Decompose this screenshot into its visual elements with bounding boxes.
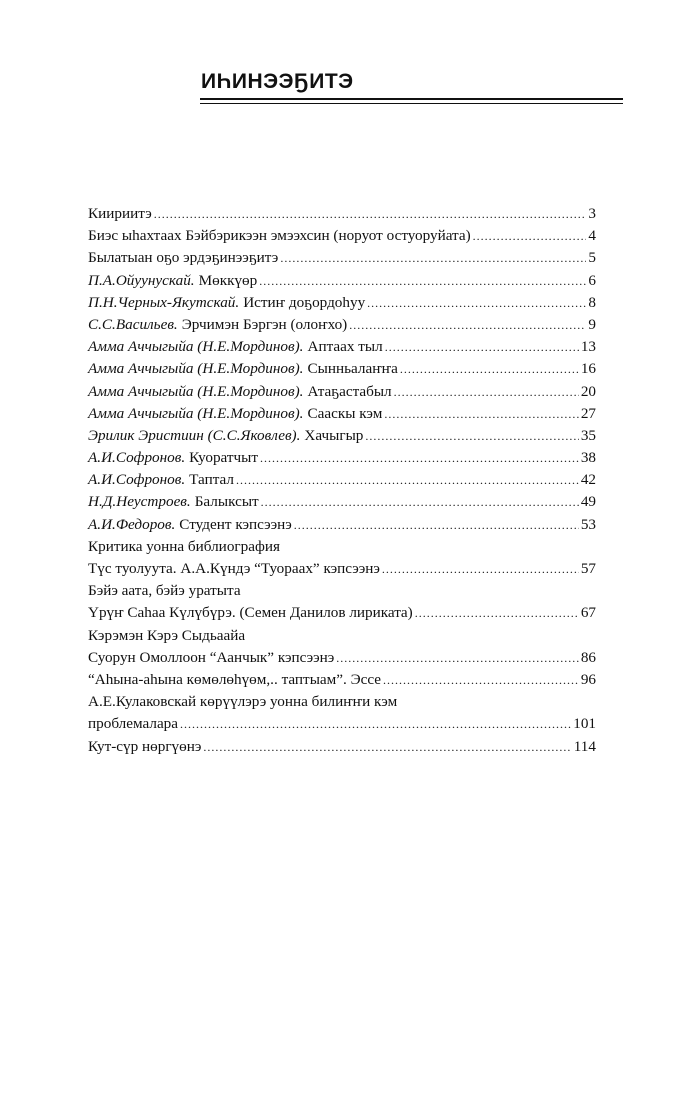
toc-entry <box>88 381 596 403</box>
toc-entry <box>88 469 596 491</box>
toc-entry-page-number: 114 <box>573 737 596 755</box>
toc-entry-title: Аптаах тыл <box>307 338 383 356</box>
toc-entry <box>88 514 596 536</box>
toc-entry-page-number: 101 <box>573 715 596 733</box>
dot-leader <box>260 447 579 469</box>
toc-entry-author: С.С.Васильев. <box>88 315 178 333</box>
toc-entry-page-number: 20 <box>580 382 596 400</box>
toc-entry-title: Сынньалаҥҥа <box>307 360 398 378</box>
toc-entry-title: А.Е.Кулаковскай көрүүлэрэ уонна билиҥҥи кэм <box>88 693 398 711</box>
dot-leader <box>154 203 587 225</box>
toc-entry <box>88 625 596 647</box>
toc-entry-page-number: 35 <box>580 426 596 444</box>
toc-entry-title: Бэйэ аата, бэйэ уратыта <box>88 582 241 600</box>
page-title: ИҺИНЭЭҔИТЭ <box>201 70 354 93</box>
dot-leader <box>384 403 578 425</box>
toc-entry <box>88 292 596 314</box>
toc-entry-title: Түс туолуута. А.А.Күндэ “Туораах” кэпсээнэ <box>88 560 380 577</box>
toc-entry-page-number: 4 <box>588 227 596 245</box>
toc-entry <box>88 270 596 292</box>
toc-entry-author: Амма Аччыгыйа (Н.Е.Мординов). <box>88 404 304 422</box>
toc-entry <box>88 736 596 758</box>
toc-entry-author: А.И.Федоров. <box>88 515 176 533</box>
toc-entry <box>88 314 596 336</box>
toc-entry-author: Амма Аччыгыйа (Н.Е.Мординов). <box>88 360 304 378</box>
dot-leader <box>261 491 579 513</box>
toc-entry <box>88 669 596 691</box>
toc-entry-author: Амма Аччыгыйа (Н.Е.Мординов). <box>88 382 304 400</box>
toc-entry <box>88 247 596 269</box>
toc-entry-page-number: 9 <box>588 315 596 333</box>
toc-entry-title: Кут-сүр нөргүөнэ <box>88 737 202 755</box>
toc-entry-title: Балыксыт <box>194 493 259 511</box>
toc-entry-author: А.И.Софронов. <box>88 449 186 467</box>
toc-entry <box>88 713 596 735</box>
toc-entry <box>88 602 596 624</box>
dot-leader <box>394 381 579 403</box>
toc-entry-author: Эрилик Эристиин (С.С.Яковлев). <box>88 426 301 444</box>
toc-entry-title: проблемалара <box>88 715 179 733</box>
toc-entry <box>88 425 596 447</box>
toc-entry <box>88 336 596 358</box>
dot-leader <box>383 669 579 691</box>
toc-entry-title: Биэс ыhахтаах Бэйбэрикээн эмээхсин (норуот остуоруйата) <box>88 227 471 245</box>
toc-entry-title: Үрүҥ Саhаа Күлүбүрэ. (Семен Данилов лирикатa) <box>88 604 413 622</box>
dot-leader <box>236 469 579 491</box>
toc-entry <box>88 403 596 425</box>
toc-entry <box>88 203 596 225</box>
toc-entry <box>88 536 596 558</box>
dot-leader <box>415 602 579 624</box>
toc-entry-page-number: 6 <box>588 271 596 289</box>
toc-entry <box>88 358 596 380</box>
dot-leader <box>367 292 586 314</box>
toc-entry-page-number: 49 <box>580 493 596 511</box>
dot-leader <box>385 336 579 358</box>
toc-entry-author: Н.Д.Неустроев. <box>88 493 191 511</box>
toc-entry-page-number: 27 <box>580 404 596 422</box>
title-rule-top <box>200 98 623 100</box>
dot-leader <box>365 425 578 447</box>
dot-leader <box>400 358 579 380</box>
toc-entry-title: Киириитэ <box>88 205 152 222</box>
dot-leader <box>180 713 571 735</box>
toc-entry <box>88 558 596 580</box>
dot-leader <box>294 514 579 536</box>
toc-entry-title: Таптал <box>189 471 234 489</box>
toc-entry-title: Былатыан оҕо эрдэҕинээҕитэ <box>88 249 279 267</box>
toc-entry-page-number: 57 <box>580 560 596 577</box>
dot-leader <box>280 247 586 269</box>
toc-entry-title: Сааскы кэм <box>307 404 383 422</box>
toc-entry-title: Куоратчыт <box>189 449 259 467</box>
dot-leader <box>259 270 586 292</box>
toc-entry-title: Истиҥ доҕордоhуу <box>243 293 366 311</box>
toc-entry-author: А.И.Софронов. <box>88 471 186 489</box>
toc-entry-title: Студент кэпсээнэ <box>179 515 292 533</box>
dot-leader <box>473 225 587 247</box>
toc-entry-page-number: 13 <box>580 338 596 356</box>
toc-entry-title: Суорун Омоллоон “Аанчык” кэпсээнэ <box>88 648 335 666</box>
title-rule-bottom <box>200 103 623 104</box>
toc-entry-page-number: 42 <box>580 471 596 489</box>
dot-leader <box>382 558 579 580</box>
toc-entry-title: Мөккүөр <box>198 271 258 289</box>
toc-entry <box>88 225 596 247</box>
toc-entry-page-number: 16 <box>580 360 596 378</box>
toc-entry-page-number: 96 <box>580 670 596 688</box>
toc-entry-page-number: 86 <box>580 648 596 666</box>
dot-leader <box>203 736 571 758</box>
toc-entry-page-number: 53 <box>580 515 596 533</box>
toc-entry <box>88 491 596 513</box>
toc-entry-title: “Аhына-аhына көмөлөhүөм,.. таптыам”. Эссе <box>88 670 382 688</box>
toc-entry-title: Кэрэмэн Кэрэ Сыдьаайа <box>88 626 246 644</box>
toc-entry-title: Атаҕастабыл <box>307 382 392 400</box>
toc-entry <box>88 691 596 713</box>
toc-entry-page-number: 3 <box>588 205 596 222</box>
dot-leader <box>349 314 586 336</box>
toc-entry-title: Хачыгыр <box>304 426 364 444</box>
toc-entry-page-number: 5 <box>588 249 596 267</box>
table-of-contents <box>88 203 596 758</box>
toc-entry-page-number: 38 <box>580 449 596 467</box>
toc-entry-title: Критика уонна библиография <box>88 537 280 555</box>
toc-entry <box>88 580 596 602</box>
toc-entry-title: Эрчимэн Бэргэн (олоҥхо) <box>181 315 348 333</box>
toc-entry-page-number: 67 <box>580 604 596 622</box>
toc-entry <box>88 647 596 669</box>
toc-entry-author: П.А.Ойуунускай. <box>88 271 195 289</box>
toc-entry <box>88 447 596 469</box>
dot-leader <box>336 647 579 669</box>
toc-entry-author: Амма Аччыгыйа (Н.Е.Мординов). <box>88 338 304 356</box>
toc-entry-page-number: 8 <box>588 293 596 311</box>
toc-entry-author: П.Н.Черных-Якутскай. <box>88 293 240 311</box>
